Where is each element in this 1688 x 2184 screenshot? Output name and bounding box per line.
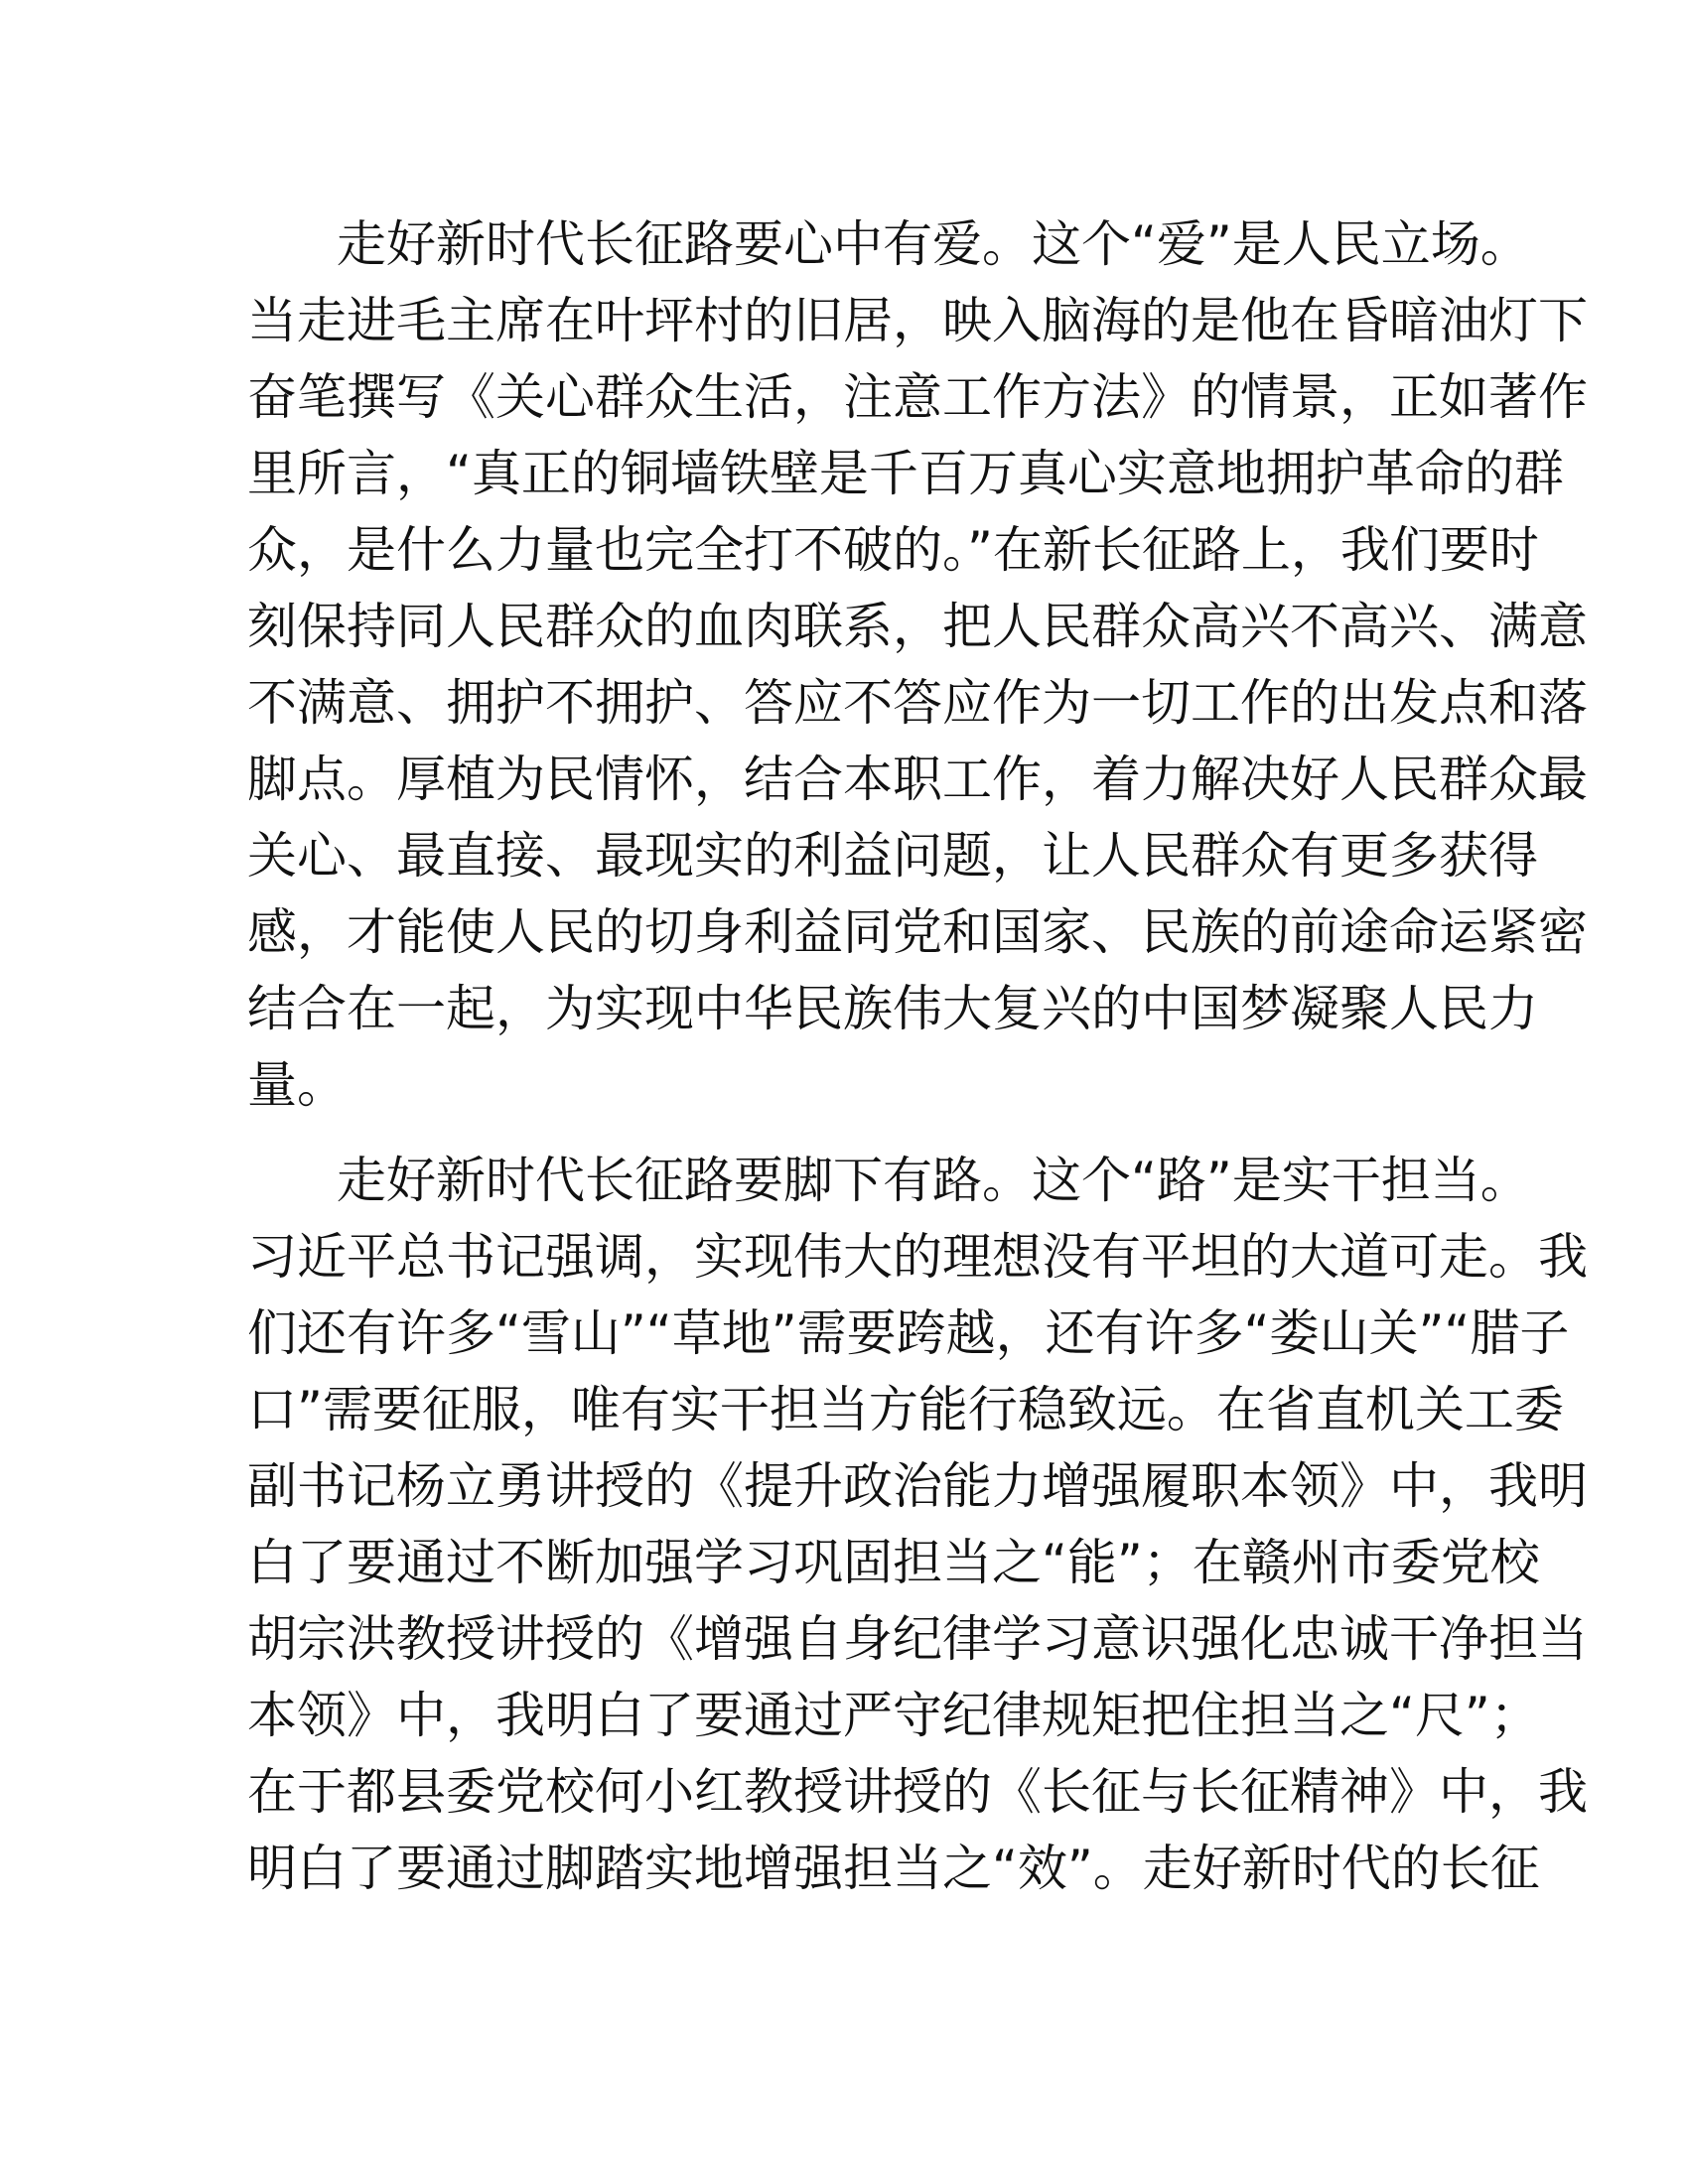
text-line: 感，才能使人民的切身利益同党和国家、民族的前途命运紧密 bbox=[247, 903, 1588, 961]
text-line: 们还有许多“雪山”“草地”需要跨越，还有许多“娄山关”“腊子 bbox=[247, 1304, 1570, 1362]
text-line: 当走进毛主席在叶坪村的旧居，映入脑海的是他在昏暗油灯下 bbox=[247, 292, 1588, 349]
text-line: 本领》中，我明白了要通过严守纪律规矩把住担当之“尺”； bbox=[247, 1687, 1540, 1744]
text-line: 众，是什么力量也完全打不破的。”在新长征路上，我们要时 bbox=[247, 521, 1539, 579]
text-line: 里所言，“真正的铜墙铁壁是千百万真心实意地拥护革命的群 bbox=[247, 445, 1564, 502]
paragraph-people-stance bbox=[247, 206, 1588, 1124]
text-line: 关心、最直接、最现实的利益问题，让人民群众有更多获得 bbox=[247, 827, 1538, 885]
text-line: 奋笔撰写《关心群众生活，注意工作方法》的情景，正如著作 bbox=[247, 368, 1588, 426]
text-line: 白了要通过不断加强学习巩固担当之“能”；在赣州市委党校 bbox=[247, 1534, 1540, 1591]
text-line: 走好新时代长征路要脚下有路。这个“路”是实干担当。 bbox=[337, 1152, 1530, 1209]
text-line: 刻保持同人民群众的血肉联系，把人民群众高兴不高兴、满意 bbox=[247, 598, 1588, 655]
text-line: 脚点。厚植为民情怀，结合本职工作，着力解决好人民群众最 bbox=[247, 751, 1588, 808]
text-line: 量。 bbox=[247, 1056, 347, 1114]
text-line: 胡宗洪教授讲授的《增强自身纪律学习意识强化忠诚干净担当 bbox=[247, 1610, 1588, 1668]
document-body bbox=[247, 206, 1588, 1907]
text-line: 结合在一起，为实现中华民族伟大复兴的中国梦凝聚人民力 bbox=[247, 980, 1538, 1037]
paragraph-spacing bbox=[247, 1124, 1439, 1143]
text-line: 明白了要通过脚踏实地增强担当之“效”。走好新时代的长征 bbox=[247, 1840, 1540, 1897]
text-line: 在于都县委党校何小红教授讲授的《长征与长征精神》中，我 bbox=[247, 1763, 1588, 1821]
text-line: 习近平总书记强调，实现伟大的理想没有平坦的大道可走。我 bbox=[247, 1228, 1588, 1286]
text-line: 走好新时代长征路要心中有爱。这个“爱”是人民立场。 bbox=[337, 215, 1530, 273]
paragraph-practical-action bbox=[247, 1143, 1588, 1907]
text-line: 口”需要征服，唯有实干担当方能行稳致远。在省直机关工委 bbox=[247, 1381, 1564, 1438]
text-line: 副书记杨立勇讲授的《提升政治能力增强履职本领》中，我明 bbox=[247, 1457, 1588, 1515]
text-line: 不满意、拥护不拥护、答应不答应作为一切工作的出发点和落 bbox=[247, 674, 1588, 732]
